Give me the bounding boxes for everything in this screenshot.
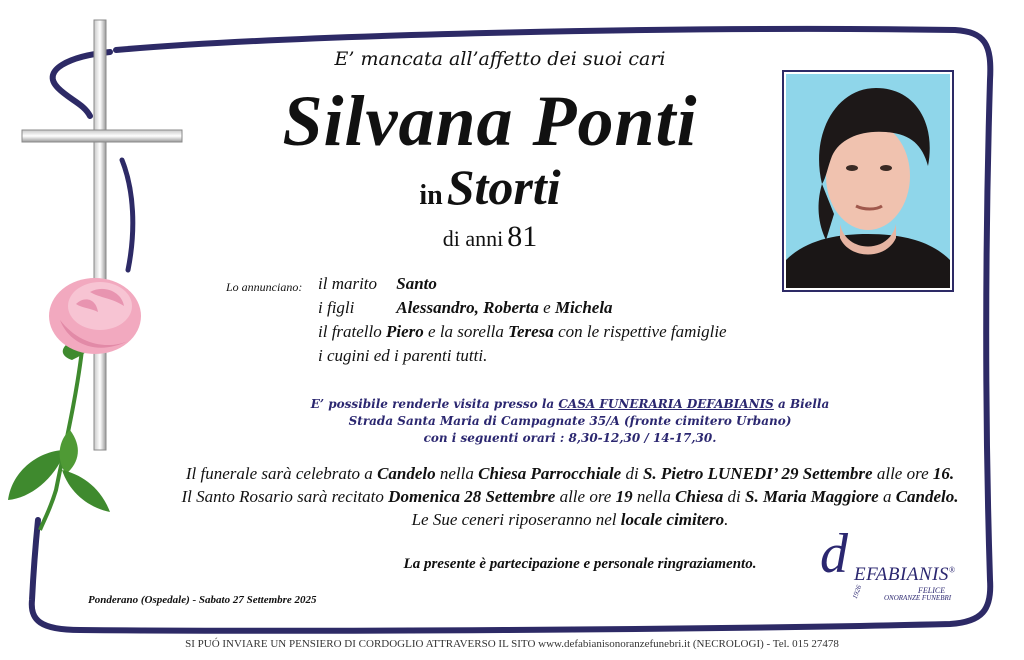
ashes-l3-a: Le Sue ceneri riposeranno nel bbox=[411, 510, 617, 529]
rosary-l2-g: di bbox=[727, 487, 741, 506]
rose-icon bbox=[8, 278, 141, 530]
logo-name-text: EFABIANIS bbox=[854, 564, 949, 585]
married-surname: Storti bbox=[446, 159, 561, 215]
rosary-l2-c: alle ore bbox=[559, 487, 612, 506]
ashes-place: locale cimitero bbox=[620, 510, 725, 529]
age-prefix: di anni bbox=[442, 226, 504, 251]
rosary-time: 19 bbox=[615, 487, 633, 506]
funeral-l1-c: nella bbox=[439, 464, 474, 483]
logo-sub-onoranze: ONORANZE FUNEBRI bbox=[884, 594, 952, 602]
families-text: con le rispettive famiglie bbox=[558, 322, 727, 341]
intro-text: E’ mancata all’affetto dei suoi cari bbox=[334, 48, 666, 70]
visit-line-1-pre: E’ possibile renderle visita presso la bbox=[310, 397, 555, 411]
funeral-l1-a: Il funerale sarà celebrato a bbox=[185, 464, 373, 483]
announcer-cousins: i cugini ed i parenti tutti. bbox=[318, 346, 488, 365]
ashes-l3-c: . bbox=[724, 510, 729, 529]
logo-registered: ® bbox=[948, 565, 956, 575]
logo-mark: d bbox=[820, 523, 848, 585]
husband-name: Santo bbox=[396, 274, 437, 293]
child-last-name: Michela bbox=[554, 298, 613, 317]
thanks-text: La presente è partecipazione e personale ringraziamento. bbox=[403, 556, 757, 572]
portrait-photo bbox=[782, 70, 954, 292]
funeral-l1-g: alle ore bbox=[876, 464, 929, 483]
funeral-info bbox=[150, 462, 990, 531]
funeral-line-1 bbox=[150, 462, 990, 485]
brother-name: Piero bbox=[386, 322, 424, 341]
funeral-l1-e: di bbox=[625, 464, 639, 483]
visit-line-3: con i seguenti orari : 8,30-12,30 / 14-17,30. bbox=[423, 431, 717, 445]
funeral-time: 16. bbox=[932, 464, 955, 483]
announcer-siblings bbox=[318, 322, 727, 342]
rosary-church-word: Chiesa bbox=[675, 487, 724, 506]
brother-label: il fratello bbox=[318, 322, 382, 341]
funeral-line-2 bbox=[150, 485, 990, 508]
sister-name: Teresa bbox=[508, 322, 554, 341]
married-name bbox=[330, 158, 650, 216]
logo-year: 1926 bbox=[850, 584, 864, 600]
rosary-l2-a: Il Santo Rosario sarà recitato bbox=[181, 487, 384, 506]
visit-info bbox=[240, 396, 900, 447]
funeral-home-link: CASA FUNERARIA DEFABIANIS bbox=[558, 397, 774, 411]
married-prefix: in bbox=[419, 180, 443, 211]
footer-text: SI PUÓ INVIARE UN PENSIERO DI CORDOGLIO ATTRAVERSO IL SITO www.defabianisonoranzefunebri.it (NECROLOGI) - Tel. 015 27478 bbox=[185, 638, 839, 650]
age-value: 81 bbox=[507, 220, 538, 253]
visit-line-1-post: a Biella bbox=[778, 397, 830, 411]
portrait-image bbox=[786, 74, 950, 288]
logo-name bbox=[854, 564, 956, 586]
rosary-l2-i: a bbox=[882, 487, 892, 506]
cross-icon bbox=[22, 20, 182, 450]
place-date: Ponderano (Ospedale) - Sabato 27 Settembre 2025 bbox=[88, 594, 317, 606]
company-logo bbox=[820, 522, 970, 606]
age-line bbox=[380, 220, 600, 254]
children-and: e bbox=[543, 298, 551, 317]
announcer-children bbox=[318, 298, 613, 318]
visit-line-1 bbox=[240, 396, 900, 413]
deceased-name: Silvana Ponti bbox=[282, 81, 698, 161]
frame-swoosh-cross bbox=[122, 160, 133, 270]
children-label: i figli bbox=[318, 298, 355, 317]
husband-label: il marito bbox=[318, 274, 378, 293]
rosary-church: S. Maria Maggiore bbox=[745, 487, 879, 506]
announcer-husband bbox=[318, 274, 437, 294]
funeral-town: Candelo bbox=[377, 464, 436, 483]
rosary-l2-e: nella bbox=[636, 487, 671, 506]
children-names: Alessandro, Roberta bbox=[396, 298, 539, 317]
sister-text: e la sorella bbox=[428, 322, 504, 341]
logo-sub-felice: FELICE bbox=[918, 586, 946, 595]
rosary-town: Candelo. bbox=[895, 487, 959, 506]
visit-line-2: Strada Santa Maria di Campagnate 35/A (fronte cimitero Urbano) bbox=[348, 414, 792, 428]
announcers-label: Lo annunciano: bbox=[226, 280, 303, 294]
rosary-date: Domenica 28 Settembre bbox=[388, 487, 556, 506]
funeral-date: S. Pietro LUNEDI’ 29 Settembre bbox=[642, 464, 873, 483]
funeral-church: Chiesa Parrocchiale bbox=[478, 464, 622, 483]
